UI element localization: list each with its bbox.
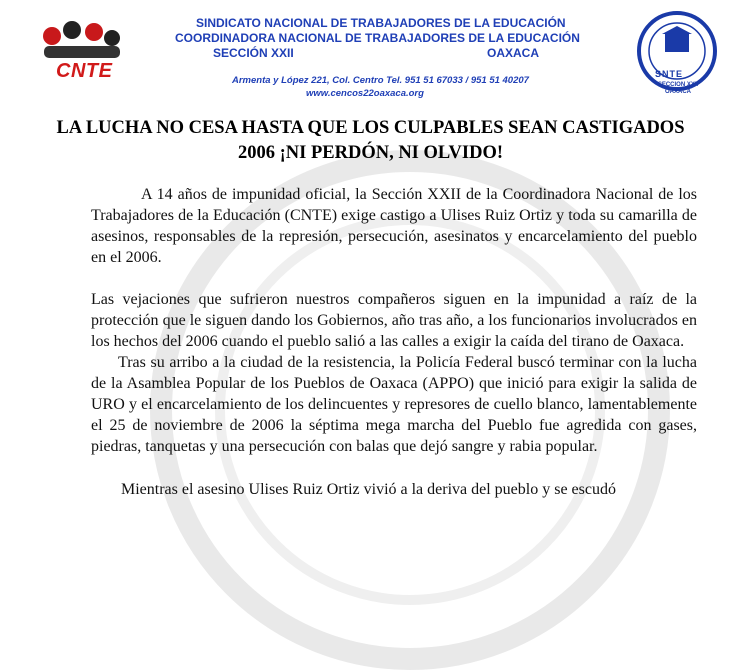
- org-section: SECCIÓN XXII: [213, 46, 294, 60]
- paragraph: Tras su arribo a la ciudad de la resistencia, la Policía Federal buscó terminar con la lucha de la Asamblea Popular de los Pueblos de Oaxaca (APPO) que inició para exigir la salida de URO y el encarcelamiento de los delincuentes y represores de cuello blanco, lamentablemente el 25 de noviembre de 2006 la séptima mega marcha del Pueblo fue agredida con gases, piedras, tanquetas y una persecución con balas que dejó sangre y rabia popular.: [91, 354, 697, 455]
- snte-seal-icon: [636, 10, 718, 92]
- letterhead: [0, 0, 741, 110]
- document-title: LA LUCHA NO CESA HASTA QUE LOS CULPABLES SEAN CASTIGADOS: [56, 118, 685, 138]
- seal-sublabel: SECCION XXII OAXACA: [657, 82, 699, 95]
- org-name-line2: COORDINADORA NACIONAL DE TRABAJADORES DE LA EDUCACIÓN: [175, 31, 580, 45]
- org-address: Armenta y López 221, Col. Centro Tel. 951 51 67033 / 951 51 40207: [232, 75, 529, 86]
- seal-label: SNTE: [655, 69, 684, 79]
- org-website: www.cencos22oaxaca.org: [306, 88, 424, 99]
- paragraph: Las vejaciones que sufrieron nuestros compañeros siguen en la impunidad a raíz de la protección que le siguen dando los Gobiernos, año tras año, a los funcionarios involucrados en los hechos del 2006 cuando el pueblo salió a las calles a exigir la caída del tirano de Oaxaca.: [91, 291, 697, 350]
- paragraph: A 14 años de impunidad oficial, la Sección XXII de la Coordinadora Nacional de los Trabajadores de la Educación (CNTE) exige castigo a Ulises Ruiz Ortiz y toda su camarilla de asesinos, responsables de la represión, persecución, asesinatos y encarcelamiento del pueblo en el 2006.: [91, 186, 697, 266]
- org-name-line1: SINDICATO NACIONAL DE TRABAJADORES DE LA EDUCACIÓN: [196, 16, 566, 30]
- cnte-logo-text: CNTE: [56, 60, 113, 82]
- document-subtitle: 2006 ¡NI PERDÓN, NI OLVIDO!: [237, 143, 504, 163]
- org-state: OAXACA: [487, 46, 540, 60]
- paragraph: Mientras el asesino Ulises Ruiz Ortiz vivió a la deriva del pueblo y se escudó: [121, 481, 616, 498]
